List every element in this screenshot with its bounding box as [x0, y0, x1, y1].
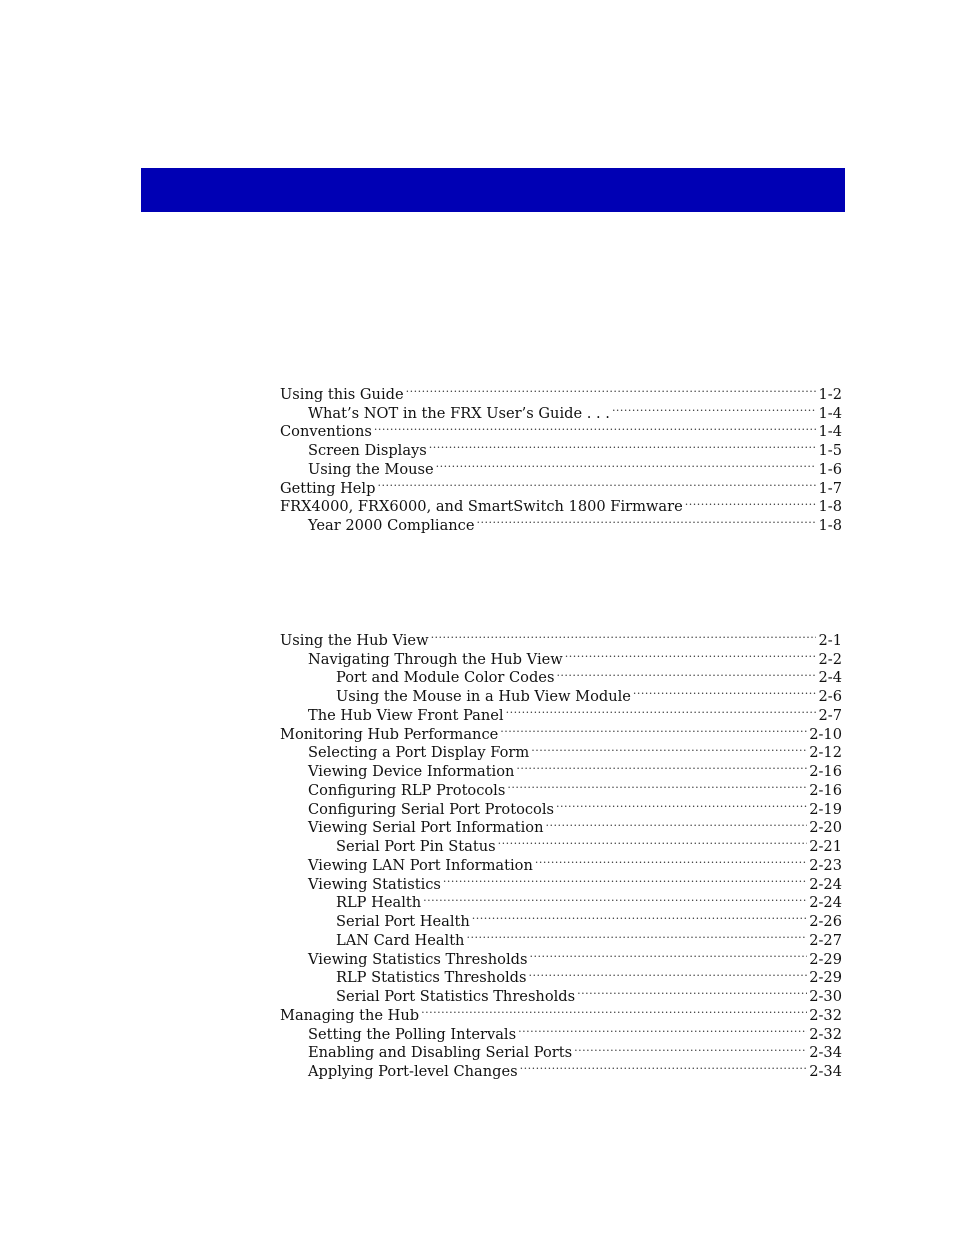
toc-entry-page-number: 2-20 [809, 819, 842, 837]
toc-entry-title: Using this Guide [280, 385, 404, 403]
toc-entry-page-number: 2-16 [809, 763, 842, 780]
toc-entry-title: The Hub View Front Panel [308, 706, 504, 724]
toc-entry-page-number: 1-4 [818, 423, 842, 441]
toc-entry-page-number: 1-2 [818, 385, 842, 403]
toc-entry-page-number: 1-8 [818, 517, 842, 534]
toc-entry-page-number: 2-12 [809, 744, 842, 762]
toc-dot-leader [633, 682, 817, 701]
toc-entry-title: Configuring RLP Protocols [308, 781, 506, 799]
toc-entry-page-number: 2-4 [818, 669, 842, 687]
toc-entry[interactable] [280, 626, 842, 649]
toc-entry-title: Serial Port Statistics Thresholds [336, 988, 576, 1005]
toc-entry-page-number: 2-19 [809, 800, 842, 818]
toc-entry-page-number: 2-29 [809, 950, 842, 968]
toc-entry-page-number: 2-16 [809, 781, 842, 799]
toc-entry-page-number: 1-5 [818, 442, 842, 459]
toc-entry-title: Serial Port Health [336, 913, 470, 930]
toc-dot-leader [472, 907, 807, 926]
toc-entry-page-number: 2-1 [818, 631, 842, 649]
toc-entry-title: RLP Health [336, 894, 422, 912]
toc-entry-title: Viewing Device Information [308, 763, 515, 780]
toc-entry-title: Viewing Statistics [308, 875, 441, 893]
toc-dot-leader [577, 982, 807, 1001]
toc-entry-title: Viewing LAN Port Information [308, 856, 533, 874]
toc-entry-title: Navigating Through the Hub View [308, 650, 563, 668]
toc-dot-leader [685, 493, 817, 512]
toc-dot-leader [612, 399, 817, 418]
toc-dot-leader [531, 739, 807, 758]
toc-entry-title: Conventions [280, 423, 372, 441]
toc-entry-page-number: 2-24 [809, 894, 842, 912]
toc-entry-title: Year 2000 Compliance [308, 517, 475, 534]
toc-entry-title: Port and Module Color Codes [336, 669, 555, 687]
toc-dot-leader [421, 1001, 807, 1020]
toc-dot-leader [507, 776, 807, 795]
toc-entry-title: Viewing Statistics Thresholds [308, 950, 528, 968]
toc-dot-leader [406, 380, 817, 399]
toc-dot-leader [476, 511, 816, 530]
toc-entry-title: RLP Statistics Thresholds [336, 969, 527, 987]
toc-entry-page-number: 2-30 [809, 988, 842, 1005]
toc-dot-leader [528, 964, 807, 983]
toc-entry-title: Managing the Hub [280, 1006, 420, 1024]
toc-entry-title: What’s NOT in the FRX User’s Guide . . . [308, 404, 610, 422]
toc-entry-page-number: 2-32 [809, 1025, 842, 1043]
toc-entry-title: Monitoring Hub Performance [280, 725, 499, 743]
toc-entry-page-number: 2-10 [809, 725, 842, 743]
toc-entry-title: FRX4000, FRX6000, and SmartSwitch 1800 Firmware [280, 498, 683, 516]
toc-entry-page-number: 2-7 [818, 706, 842, 724]
toc-dot-leader [506, 701, 817, 720]
toc-entry[interactable] [280, 380, 842, 403]
toc-dot-leader [423, 889, 807, 908]
toc-dot-leader [498, 832, 808, 851]
toc-dot-leader [556, 664, 816, 683]
toc-entry-page-number: 1-7 [818, 479, 842, 497]
toc-entry-page-number: 2-27 [809, 931, 842, 949]
chapter-banner [141, 168, 845, 212]
toc-section-chapter-2 [280, 626, 842, 1080]
toc-dot-leader [429, 436, 817, 455]
toc-entry-page-number: 2-2 [818, 650, 842, 668]
toc-dot-leader [565, 645, 817, 664]
toc-entry-title: Using the Mouse [308, 460, 434, 478]
toc-entry-page-number: 1-4 [818, 404, 842, 422]
toc-section-chapter-1 [280, 380, 842, 534]
toc-entry-title: Setting the Polling Intervals [308, 1025, 517, 1043]
toc-dot-leader [466, 926, 807, 945]
toc-dot-leader [443, 870, 807, 889]
toc-entry-title: LAN Card Health [336, 931, 465, 949]
toc-entry-title: Selecting a Port Display Form [308, 744, 530, 762]
toc-dot-leader [374, 418, 817, 437]
toc-entry-title: Configuring Serial Port Protocols [308, 800, 554, 818]
toc-entry-title: Serial Port Pin Status [336, 838, 496, 855]
toc-dot-leader [377, 474, 816, 493]
toc-entry-title: Using the Hub View [280, 631, 429, 649]
toc-entry-title: Applying Port-level Changes [308, 1063, 518, 1080]
toc-entry-page-number: 2-34 [809, 1044, 842, 1062]
toc-dot-leader [436, 455, 817, 474]
toc-dot-leader [546, 814, 808, 833]
toc-entry-page-number: 2-26 [809, 913, 842, 930]
toc-entry-page-number: 1-6 [818, 460, 842, 478]
toc-entry-page-number: 2-34 [809, 1063, 842, 1080]
toc-entry-title: Getting Help [280, 479, 376, 497]
toc-entry-page-number: 2-23 [809, 856, 842, 874]
toc-entry-page-number: 2-6 [818, 688, 842, 705]
toc-dot-leader [556, 795, 807, 814]
toc-entry-page-number: 2-21 [809, 838, 842, 855]
toc-entry-title: Viewing Serial Port Information [308, 819, 544, 837]
toc-dot-leader [574, 1039, 807, 1058]
toc-entry-title: Screen Displays [308, 442, 427, 459]
toc-dot-leader [520, 1057, 808, 1076]
toc-entry-page-number: 2-32 [809, 1006, 842, 1024]
toc-dot-leader [431, 626, 817, 645]
toc-dot-leader [500, 720, 807, 739]
toc-dot-leader [535, 851, 807, 870]
toc-entry-title: Enabling and Disabling Serial Ports [308, 1044, 573, 1062]
toc-dot-leader [516, 757, 807, 776]
toc-entry-page-number: 2-29 [809, 969, 842, 987]
toc-dot-leader [518, 1020, 807, 1039]
toc-entry-page-number: 2-24 [809, 875, 842, 893]
toc-entry-title: Using the Mouse in a Hub View Module [336, 688, 631, 705]
toc-entry-page-number: 1-8 [818, 498, 842, 516]
toc-dot-leader [529, 945, 807, 964]
